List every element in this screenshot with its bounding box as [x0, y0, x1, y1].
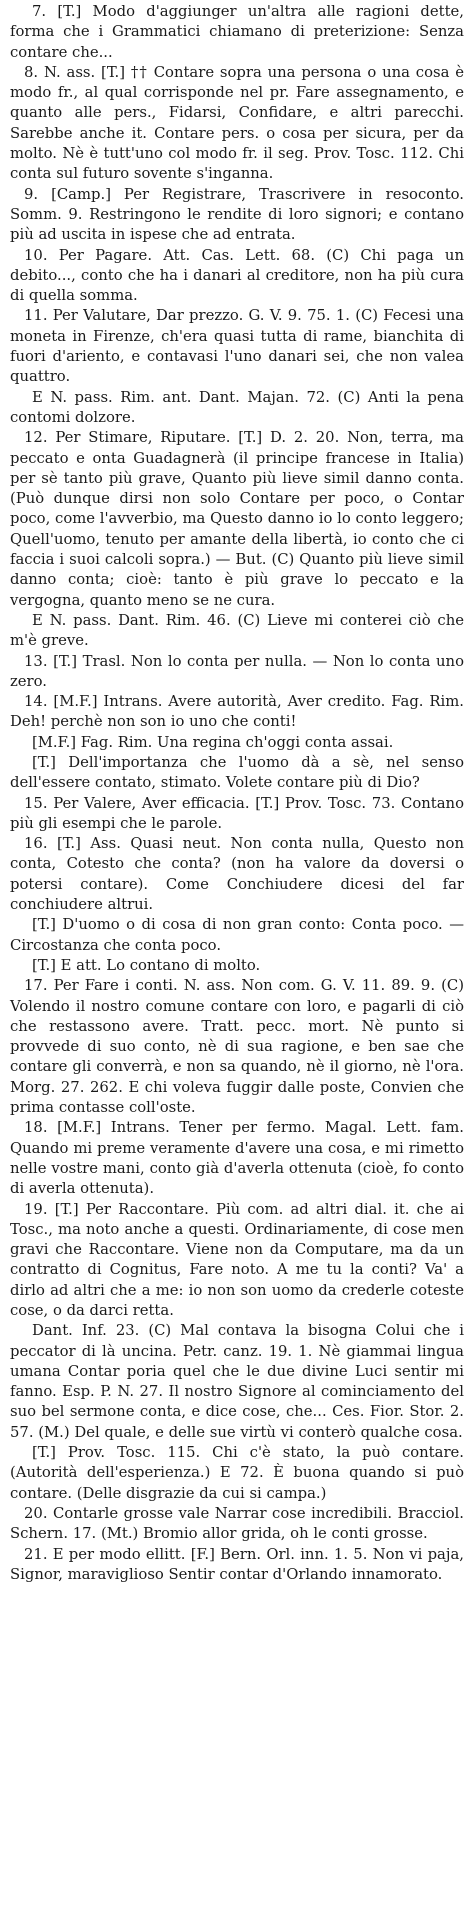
entry-19-proverb: [T.] Prov. Tosc. 115. Chi c'è stato, la può contare. (Autorità dell'esperienza.) E 72. È buona quando si può contare. (Delle disgrazie da cui si campa.) — [10, 1444, 464, 1502]
entry-19-citations: Dant. Inf. 23. (C) Mal contava la bisogna Colui che i peccator di là uncina. Petr. canz. 19. 1. Nè giammai lingua umana Contar poria quel che le due divine Luci sentir mi fanno. Esp. P. N. 27. Il nostro Signore al cominciamento del suo bel sermone conta, e dice cose, che... Ces. Fior. Stor. 2. 57. (M.) Del quale, e delle sue virtù vi conterò qualche cosa. — [10, 1322, 464, 1441]
entry-14-subsense-1: [M.F.] Fag. Rim. Una regina ch'oggi conta assai. — [32, 733, 394, 751]
entry-13: 13. [T.] Trasl. Non lo conta per nulla. — Non lo conta uno zero. — [10, 652, 464, 690]
entry-15: 15. Per Valere, Aver efficacia. [T.] Prov. Tosc. 73. Contano più gli esempi che le parole. — [10, 794, 464, 832]
entry-20: 20. Contarle grosse vale Narrar cose incredibili. Bracciol. Schern. 17. (Mt.) Bromio allor grida, oh le conti grosse. — [10, 1504, 464, 1543]
entry-14: 14. [M.F.] Intrans. Avere autorità, Aver credito. Fag. Rim. Deh! perchè non son io uno che conti! — [10, 693, 464, 731]
entry-7: 7. [T.] Modo d'aggiunger un'altra alle ragioni dette, forma che i Grammatici chiamano di preterizione: Senza contare che... — [10, 3, 464, 61]
entry-11: 11. Per Valutare, Dar prezzo. G. V. 9. 75. 1. (C) Fecesi una moneta in Firenze, ch'era quasi tutta di rame, bianchita di fuori d'ariento, e contavasi l'uno danari sei, che non valea quattro. — [10, 307, 464, 386]
entry-17: 17. Per Fare i conti. N. ass. Non com. G. V. 11. 89. 9. (C) Volendo il nostro comune contare con loro, e pagarli di ciò che restassono avere. Tratt. pecc. mort. Nè punto si provvede di suo conto, nè di sua ragione, e ben sae che contare gli converrà, e non sa quando, nè il giorno, nè l'ora. Morg. 27. 262. E chi voleva fuggir dalle poste, Convien che prima contasse coll'oste. — [10, 977, 464, 1117]
entry-16: 16. [T.] Ass. Quasi neut. Non conta nulla, Questo non conta, Cotesto che conta? (non ha valore da doversi o potersi contare). Come Conchiudere dicesi del far conchiudere altrui. — [10, 835, 464, 914]
entry-12-subsense: E N. pass. Dant. Rim. 46. (C) Lieve mi conterei ciò che m'è greve. — [10, 611, 464, 650]
entry-11-subsense: E N. pass. Rim. ant. Dant. Majan. 72. (C) Anti la pena contomi dolzore. — [10, 388, 464, 426]
entry-8: 8. N. ass. [T.] †† Contare sopra una persona o una cosa è modo fr., al qual corrisponde nel pr. Fare assegnamento, e quanto alle pers., Fidarsi, Confidare, e altri parecchi. Sarebbe anche it. Contare pers. o cosa per sicura, per da molto. Nè è tutt'uno col modo fr. il seg. Prov. Tosc. 112. Chi conta sul futuro sovente s'inganna. — [10, 63, 464, 183]
entry-16-subsense-2: [T.] E att. Lo contano di molto. — [32, 956, 261, 974]
entry-16-subsense-1: [T.] D'uomo o di cosa di non gran conto: Conta poco. — Circostanza che conta poco. — [10, 916, 464, 954]
entry-21: 21. E per modo ellitt. [F.] Bern. Orl. inn. 1. 5. Non vi paja, Signor, maraviglioso Sentir contar d'Orlando innamorato. — [10, 1545, 464, 1583]
entry-19: 19. [T.] Per Raccontare. Più com. ad altri dial. it. che ai Tosc., ma noto anche a questi. Ordinariamente, di cose men gravi che Raccontare. Viene non da Computare, ma da un contratto di Cognitus, Fare noto. A me tu la conti? Va' a dirlo ad altri che a me: io non son uomo da crederle coteste cose, o da darci retta. — [10, 1200, 464, 1319]
entry-10: 10. Per Pagare. Att. Cas. Lett. 68. (C) Chi paga un debito..., conto che ha i danari al creditore, non ha più cura di quella somma. — [10, 246, 464, 305]
entry-18: 18. [M.F.] Intrans. Tener per fermo. Magal. Lett. fam. Quando mi preme veramente d'avere una cosa, e mi rimetto nelle vostre mani, conto già d'averla ottenuta (cioè, fo conto di averla ottenuta). — [10, 1119, 464, 1198]
entry-12: 12. Per Stimare, Riputare. [T.] D. 2. 20. Non, terra, ma peccato e onta Guadagnerà (il principe francese in Italia) per sè tanto più grave, Quanto più lieve simil danno conta. (Può dunque dirsi non solo Contare per poco, o Contar poco, come l'avverbio, ma Questo danno io lo conto leggero; Quell'uomo, tenuto per amante della libertà, io conto che ci faccia i suoi calcoli sopra.) — But. (C) Quanto più lieve simil danno conta; cioè: tanto è più grave lo peccato e la vergogna, quanto meno se ne cura. — [10, 429, 464, 609]
entry-14-subsense-2: [T.] Dell'importanza che l'uomo dà a sè, nel senso dell'essere contato, stimato. Volete contare più di Dio? — [10, 753, 464, 792]
entry-9: 9. [Camp.] Per Registrare, Trascrivere in resoconto. Somm. 9. Restringono le rendite di loro signori; e contano più ad uscita in ispese che ad entrata. — [10, 185, 464, 244]
